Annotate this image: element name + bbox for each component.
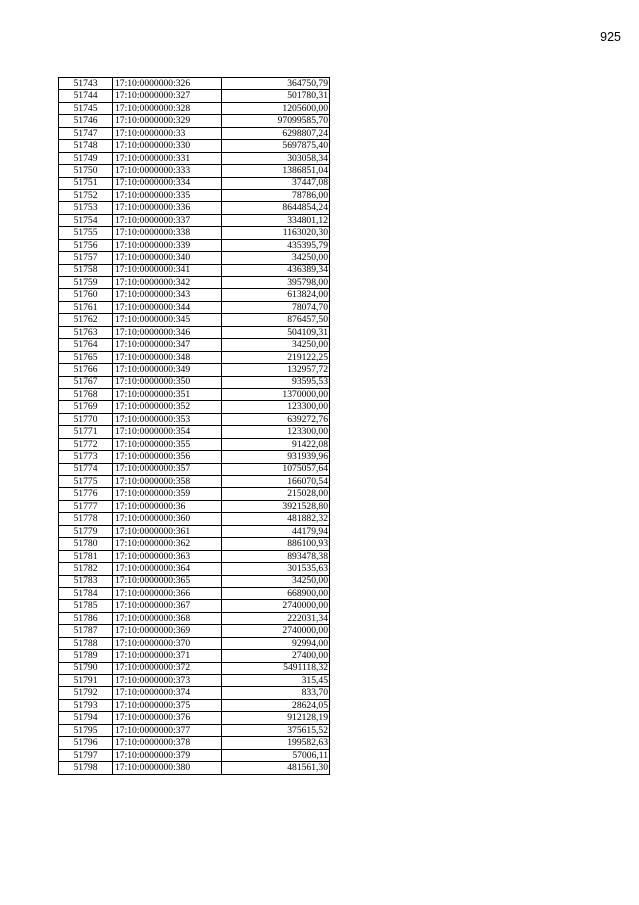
table-row	[59, 388, 330, 400]
table-row	[59, 637, 330, 649]
value-cell: 1205600,00	[222, 102, 330, 114]
cadastral-number-cell: 17:10:0000000:353	[113, 413, 222, 425]
row-number-cell: 51779	[59, 525, 113, 537]
cadastral-number-cell: 17:10:0000000:354	[113, 426, 222, 438]
cadastral-number-cell: 17:10:0000000:343	[113, 289, 222, 301]
table-row	[59, 90, 330, 102]
value-cell: 199582,63	[222, 737, 330, 749]
value-cell: 37447,08	[222, 177, 330, 189]
cadastral-number-cell: 17:10:0000000:362	[113, 538, 222, 550]
table-row	[59, 762, 330, 774]
cadastral-number-cell: 17:10:0000000:349	[113, 364, 222, 376]
row-number-cell: 51786	[59, 612, 113, 624]
row-number-cell: 51785	[59, 600, 113, 612]
value-cell: 166070,54	[222, 476, 330, 488]
row-number-cell: 51770	[59, 413, 113, 425]
table-row	[59, 115, 330, 127]
value-cell: 5697875,40	[222, 140, 330, 152]
value-cell: 2740000,00	[222, 625, 330, 637]
registry-table	[58, 77, 330, 775]
table-row	[59, 438, 330, 450]
value-cell: 364750,79	[222, 78, 330, 90]
table-row	[59, 500, 330, 512]
cadastral-number-cell: 17:10:0000000:357	[113, 463, 222, 475]
value-cell: 435395,79	[222, 239, 330, 251]
value-cell: 34250,00	[222, 252, 330, 264]
row-number-cell: 51795	[59, 724, 113, 736]
table-row	[59, 152, 330, 164]
cadastral-number-cell: 17:10:0000000:379	[113, 749, 222, 761]
cadastral-number-cell: 17:10:0000000:350	[113, 376, 222, 388]
value-cell: 28624,05	[222, 699, 330, 711]
table-row	[59, 401, 330, 413]
table-row	[59, 326, 330, 338]
table-row	[59, 699, 330, 711]
row-number-cell: 51749	[59, 152, 113, 164]
row-number-cell: 51794	[59, 712, 113, 724]
row-number-cell: 51760	[59, 289, 113, 301]
cadastral-number-cell: 17:10:0000000:347	[113, 339, 222, 351]
row-number-cell: 51765	[59, 351, 113, 363]
value-cell: 78074,70	[222, 301, 330, 313]
value-cell: 132957,72	[222, 364, 330, 376]
table-row	[59, 165, 330, 177]
row-number-cell: 51744	[59, 90, 113, 102]
row-number-cell: 51778	[59, 513, 113, 525]
row-number-cell: 51788	[59, 637, 113, 649]
cadastral-number-cell: 17:10:0000000:330	[113, 140, 222, 152]
row-number-cell: 51780	[59, 538, 113, 550]
value-cell: 334801,12	[222, 214, 330, 226]
cadastral-number-cell: 17:10:0000000:374	[113, 687, 222, 699]
value-cell: 436389,34	[222, 264, 330, 276]
value-cell: 222031,34	[222, 612, 330, 624]
table-row	[59, 625, 330, 637]
value-cell: 668900,00	[222, 587, 330, 599]
row-number-cell: 51773	[59, 451, 113, 463]
cadastral-number-cell: 17:10:0000000:337	[113, 214, 222, 226]
cadastral-number-cell: 17:10:0000000:368	[113, 612, 222, 624]
cadastral-number-cell: 17:10:0000000:372	[113, 662, 222, 674]
row-number-cell: 51767	[59, 376, 113, 388]
cadastral-number-cell: 17:10:0000000:331	[113, 152, 222, 164]
row-number-cell: 51791	[59, 675, 113, 687]
table-row	[59, 102, 330, 114]
cadastral-number-cell: 17:10:0000000:334	[113, 177, 222, 189]
value-cell: 6298807,24	[222, 127, 330, 139]
table-row	[59, 538, 330, 550]
cadastral-number-cell: 17:10:0000000:36	[113, 500, 222, 512]
cadastral-number-cell: 17:10:0000000:365	[113, 575, 222, 587]
value-cell: 303058,34	[222, 152, 330, 164]
cadastral-number-cell: 17:10:0000000:364	[113, 563, 222, 575]
row-number-cell: 51783	[59, 575, 113, 587]
value-cell: 931939,96	[222, 451, 330, 463]
value-cell: 57006,11	[222, 749, 330, 761]
table-row	[59, 476, 330, 488]
row-number-cell: 51781	[59, 550, 113, 562]
table-row	[59, 214, 330, 226]
value-cell: 3921528,80	[222, 500, 330, 512]
row-number-cell: 51751	[59, 177, 113, 189]
table-row	[59, 314, 330, 326]
cadastral-number-cell: 17:10:0000000:346	[113, 326, 222, 338]
value-cell: 93595,53	[222, 376, 330, 388]
value-cell: 97099585,70	[222, 115, 330, 127]
value-cell: 34250,00	[222, 339, 330, 351]
cadastral-number-cell: 17:10:0000000:361	[113, 525, 222, 537]
cadastral-number-cell: 17:10:0000000:341	[113, 264, 222, 276]
cadastral-number-cell: 17:10:0000000:358	[113, 476, 222, 488]
table-row	[59, 177, 330, 189]
row-number-cell: 51764	[59, 339, 113, 351]
table-row	[59, 202, 330, 214]
table-row	[59, 463, 330, 475]
row-number-cell: 51775	[59, 476, 113, 488]
value-cell: 1370000,00	[222, 388, 330, 400]
table-row	[59, 252, 330, 264]
row-number-cell: 51747	[59, 127, 113, 139]
row-number-cell: 51796	[59, 737, 113, 749]
value-cell: 481561,30	[222, 762, 330, 774]
cadastral-number-cell: 17:10:0000000:356	[113, 451, 222, 463]
cadastral-number-cell: 17:10:0000000:355	[113, 438, 222, 450]
table-row	[59, 575, 330, 587]
cadastral-number-cell: 17:10:0000000:366	[113, 587, 222, 599]
value-cell: 1075057,64	[222, 463, 330, 475]
row-number-cell: 51797	[59, 749, 113, 761]
table-row	[59, 612, 330, 624]
value-cell: 481882,32	[222, 513, 330, 525]
cadastral-number-cell: 17:10:0000000:367	[113, 600, 222, 612]
value-cell: 123300,00	[222, 426, 330, 438]
cadastral-number-cell: 17:10:0000000:342	[113, 277, 222, 289]
cadastral-number-cell: 17:10:0000000:326	[113, 78, 222, 90]
cadastral-number-cell: 17:10:0000000:328	[113, 102, 222, 114]
table-row	[59, 550, 330, 562]
cadastral-number-cell: 17:10:0000000:336	[113, 202, 222, 214]
cadastral-number-cell: 17:10:0000000:329	[113, 115, 222, 127]
row-number-cell: 51787	[59, 625, 113, 637]
table-row	[59, 662, 330, 674]
row-number-cell: 51782	[59, 563, 113, 575]
table-row	[59, 189, 330, 201]
value-cell: 504109,31	[222, 326, 330, 338]
row-number-cell: 51755	[59, 227, 113, 239]
value-cell: 315,45	[222, 675, 330, 687]
cadastral-number-cell: 17:10:0000000:340	[113, 252, 222, 264]
table-row	[59, 488, 330, 500]
cadastral-number-cell: 17:10:0000000:351	[113, 388, 222, 400]
cadastral-number-cell: 17:10:0000000:344	[113, 301, 222, 313]
table-row	[59, 78, 330, 90]
row-number-cell: 51798	[59, 762, 113, 774]
row-number-cell: 51759	[59, 277, 113, 289]
value-cell: 44179,94	[222, 525, 330, 537]
value-cell: 123300,00	[222, 401, 330, 413]
cadastral-number-cell: 17:10:0000000:345	[113, 314, 222, 326]
row-number-cell: 51746	[59, 115, 113, 127]
cadastral-number-cell: 17:10:0000000:348	[113, 351, 222, 363]
cadastral-number-cell: 17:10:0000000:378	[113, 737, 222, 749]
cadastral-number-cell: 17:10:0000000:369	[113, 625, 222, 637]
row-number-cell: 51784	[59, 587, 113, 599]
row-number-cell: 51793	[59, 699, 113, 711]
row-number-cell: 51771	[59, 426, 113, 438]
cadastral-number-cell: 17:10:0000000:371	[113, 650, 222, 662]
value-cell: 5491118,32	[222, 662, 330, 674]
row-number-cell: 51752	[59, 189, 113, 201]
value-cell: 92994,00	[222, 637, 330, 649]
row-number-cell: 51774	[59, 463, 113, 475]
cadastral-number-cell: 17:10:0000000:33	[113, 127, 222, 139]
value-cell: 27400,00	[222, 650, 330, 662]
value-cell: 301535,63	[222, 563, 330, 575]
table-row	[59, 737, 330, 749]
table-row	[59, 264, 330, 276]
row-number-cell: 51750	[59, 165, 113, 177]
table-row	[59, 749, 330, 761]
row-number-cell: 51756	[59, 239, 113, 251]
table-row	[59, 301, 330, 313]
table-body	[59, 78, 330, 775]
value-cell: 219122,25	[222, 351, 330, 363]
value-cell: 91422,08	[222, 438, 330, 450]
cadastral-number-cell: 17:10:0000000:335	[113, 189, 222, 201]
cadastral-number-cell: 17:10:0000000:333	[113, 165, 222, 177]
cadastral-number-cell: 17:10:0000000:359	[113, 488, 222, 500]
table-row	[59, 687, 330, 699]
table-row	[59, 140, 330, 152]
cadastral-number-cell: 17:10:0000000:338	[113, 227, 222, 239]
table-row	[59, 525, 330, 537]
cadastral-number-cell: 17:10:0000000:380	[113, 762, 222, 774]
row-number-cell: 51761	[59, 301, 113, 313]
value-cell: 78786,00	[222, 189, 330, 201]
table-row	[59, 277, 330, 289]
table-row	[59, 712, 330, 724]
table-row	[59, 451, 330, 463]
value-cell: 395798,00	[222, 277, 330, 289]
table-row	[59, 127, 330, 139]
table-row	[59, 426, 330, 438]
row-number-cell: 51745	[59, 102, 113, 114]
row-number-cell: 51789	[59, 650, 113, 662]
row-number-cell: 51766	[59, 364, 113, 376]
row-number-cell: 51769	[59, 401, 113, 413]
cadastral-number-cell: 17:10:0000000:375	[113, 699, 222, 711]
value-cell: 1386851,04	[222, 165, 330, 177]
cadastral-number-cell: 17:10:0000000:363	[113, 550, 222, 562]
cadastral-number-cell: 17:10:0000000:352	[113, 401, 222, 413]
row-number-cell: 51772	[59, 438, 113, 450]
table-row	[59, 376, 330, 388]
value-cell: 1163020,30	[222, 227, 330, 239]
value-cell: 501780,31	[222, 90, 330, 102]
value-cell: 876457,50	[222, 314, 330, 326]
row-number-cell: 51777	[59, 500, 113, 512]
table-row	[59, 563, 330, 575]
table-row	[59, 600, 330, 612]
row-number-cell: 51757	[59, 252, 113, 264]
value-cell: 375615,52	[222, 724, 330, 736]
value-cell: 912128,19	[222, 712, 330, 724]
row-number-cell: 51762	[59, 314, 113, 326]
value-cell: 833,70	[222, 687, 330, 699]
table-row	[59, 513, 330, 525]
table-row	[59, 289, 330, 301]
table-row	[59, 724, 330, 736]
row-number-cell: 51763	[59, 326, 113, 338]
cadastral-number-cell: 17:10:0000000:360	[113, 513, 222, 525]
value-cell: 893478,38	[222, 550, 330, 562]
value-cell: 8644854,24	[222, 202, 330, 214]
row-number-cell: 51748	[59, 140, 113, 152]
table-row	[59, 413, 330, 425]
cadastral-number-cell: 17:10:0000000:376	[113, 712, 222, 724]
cadastral-number-cell: 17:10:0000000:370	[113, 637, 222, 649]
row-number-cell: 51768	[59, 388, 113, 400]
row-number-cell: 51758	[59, 264, 113, 276]
table-row	[59, 339, 330, 351]
table-row	[59, 650, 330, 662]
table-row	[59, 351, 330, 363]
table-row	[59, 227, 330, 239]
table-row	[59, 675, 330, 687]
value-cell: 34250,00	[222, 575, 330, 587]
row-number-cell: 51792	[59, 687, 113, 699]
cadastral-number-cell: 17:10:0000000:327	[113, 90, 222, 102]
cadastral-number-cell: 17:10:0000000:373	[113, 675, 222, 687]
value-cell: 613824,00	[222, 289, 330, 301]
value-cell: 639272,76	[222, 413, 330, 425]
row-number-cell: 51743	[59, 78, 113, 90]
row-number-cell: 51753	[59, 202, 113, 214]
row-number-cell: 51776	[59, 488, 113, 500]
value-cell: 215028,00	[222, 488, 330, 500]
row-number-cell: 51754	[59, 214, 113, 226]
value-cell: 2740000,00	[222, 600, 330, 612]
cadastral-number-cell: 17:10:0000000:339	[113, 239, 222, 251]
cadastral-number-cell: 17:10:0000000:377	[113, 724, 222, 736]
table-row	[59, 587, 330, 599]
table-row	[59, 239, 330, 251]
page-number: 925	[600, 30, 621, 44]
table-row	[59, 364, 330, 376]
value-cell: 886100,93	[222, 538, 330, 550]
row-number-cell: 51790	[59, 662, 113, 674]
